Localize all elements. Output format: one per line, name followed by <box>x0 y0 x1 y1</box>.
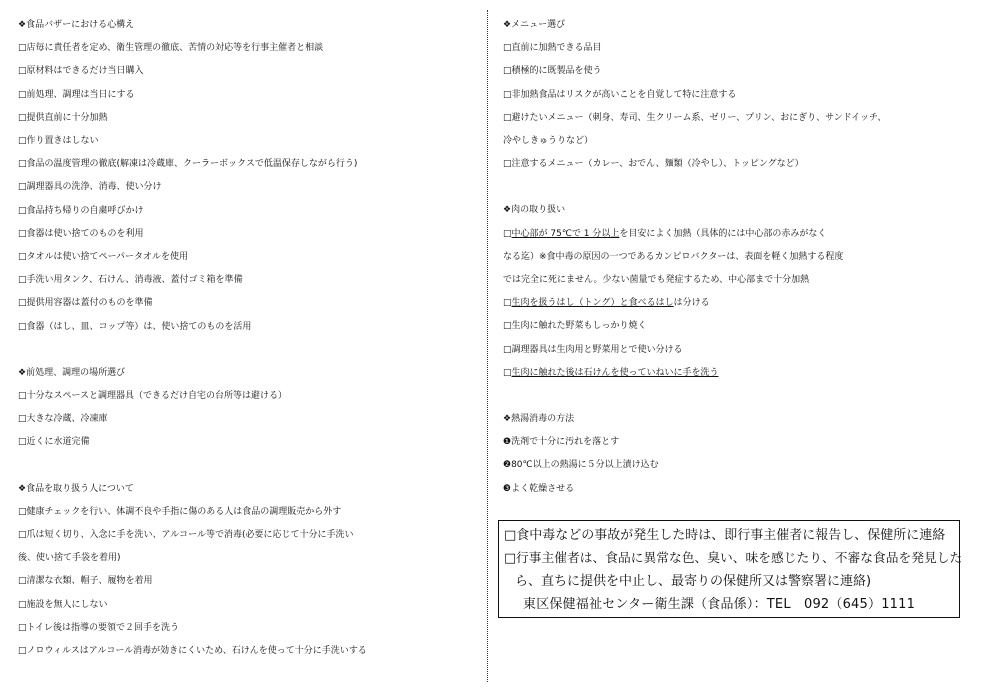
section-prep-location <box>18 362 488 455</box>
list-item: □食器（はし、皿、コップ等）は、使い捨てのものを活用 <box>18 321 252 332</box>
list-item: ❷80℃以上の熱湯に５分以上漬け込む <box>503 460 659 471</box>
section-meat-handling <box>503 199 965 385</box>
emphasis-text: 生肉に触れた後は石けんを使っていねいに手を洗う <box>511 367 719 378</box>
list-item: □トイレ後は指導の要領で２回手を洗う <box>18 622 180 633</box>
list-item: □提供直前に十分加熱 <box>18 112 108 123</box>
list-item: □食器は使い捨てのものを利用 <box>18 228 144 239</box>
list-item: □食品の温度管理の徹底(解凍は冷蔵庫、クーラーボックスで低温保存しながら行う) <box>18 159 358 170</box>
list-item: □健康チェックを行い、体調不良や手指に傷のある人は食品の調理販売から外す <box>18 506 342 517</box>
notice-line: □行事主催者は、食品に異常な色、臭い、味を感じたり、不審な食品を発見した <box>504 551 963 566</box>
list-item: □避けたいメニュー（刺身、寿司、生クリーム系、ゼリー、プリン、おにぎり、サンドイッチ、 <box>503 112 887 123</box>
emphasis-text: 中心部が 75℃で 1 分以上 <box>511 228 620 239</box>
list-item: □十分なスペースと調理器具（できるだけ自宅の台所等は避ける） <box>18 391 288 402</box>
checkbox-glyph: □ <box>503 367 512 378</box>
list-item: 冷やしきゅうりなど） <box>503 136 594 147</box>
list-item: □大きな冷蔵、冷凍庫 <box>18 414 108 425</box>
list-item: □タオルは使い捨てペーパータオルを使用 <box>18 252 189 263</box>
section-heading: ❖メニュー選び <box>503 20 566 30</box>
section-bazaar-mindset <box>18 14 488 339</box>
list-item: □店毎に責任者を定め、衛生管理の徹底、苦情の対応等を行事主催者と相談 <box>18 43 324 54</box>
list-item: □調理器具の洗浄、消毒、使い分け <box>18 182 162 193</box>
list-item <box>503 292 965 315</box>
list-item: □施設を無人にしない <box>18 599 108 610</box>
list-item: □生肉に触れた野菜もしっかり焼く <box>503 321 647 332</box>
list-item: ❸よく乾燥させる <box>503 483 575 494</box>
list-item-continuation: なる迄）※食中毒の原因の一つであるカンピロバクターは、表面を軽く加熱する程度 <box>503 251 844 262</box>
item-text: を目安によく加熱（具体的には中心部の赤みがなく <box>619 228 827 239</box>
emphasis-text: 生肉を扱うはし（トング）と食べるはし <box>511 298 674 309</box>
emergency-notice-box <box>498 520 963 618</box>
left-column <box>18 14 488 686</box>
section-hot-water-sterilization <box>503 408 965 501</box>
list-item: □非加熱食品はリスクが高いことを自覚して特に注意する <box>503 89 737 100</box>
list-item: □近くに水道完備 <box>18 437 90 448</box>
list-item: □ノロウィルスはアルコール消毒が効きにくいため、石けんを使って十分に手洗いする <box>18 646 367 657</box>
checkbox-glyph: □ <box>503 228 512 239</box>
list-item: □積極的に既製品を使う <box>503 66 602 77</box>
list-item <box>503 223 965 246</box>
item-text: は分ける <box>673 298 710 309</box>
section-heading: ❖肉の取り扱い <box>503 205 566 216</box>
list-item <box>503 362 965 385</box>
list-item: 後、使い捨て手袋を着用) <box>18 553 121 564</box>
section-heading: ❖食品を取り扱う人について <box>18 483 134 494</box>
section-menu-selection <box>503 14 965 176</box>
section-heading: ❖前処理、調理の場所選び <box>18 367 126 378</box>
list-item: □原材料はできるだけ当日購入 <box>18 66 144 77</box>
right-column <box>503 14 965 524</box>
list-item: □食品持ち帰りの自粛呼びかけ <box>18 205 144 216</box>
list-item: ❶洗剤で十分に汚れを落とす <box>503 437 620 448</box>
list-item: □作り置きはしない <box>18 136 99 147</box>
list-item: □提供用容器は蓋付のものを準備 <box>18 298 153 309</box>
list-item: □調理器具は生肉用と野菜用とで使い分ける <box>503 344 683 355</box>
list-item: □直前に加熱できる品目 <box>503 43 602 54</box>
list-item: □爪は短く切り、入念に手を洗い、アルコール等で消毒(必要に応じて十分に手洗い <box>18 530 354 541</box>
notice-line: □食中毒などの事故が発生した時は、即行事主催者に報告し、保健所に連絡 <box>504 528 946 543</box>
list-item: □清潔な衣類、帽子、履物を着用 <box>18 576 153 587</box>
section-heading: ❖熱湯消毒の方法 <box>503 414 575 425</box>
section-food-handlers <box>18 478 488 664</box>
contact-info: 東区保健福祉センター衛生課（食品係）：TEL 092（645）1111 <box>523 597 916 612</box>
list-item: □前処理、調理は当日にする <box>18 89 135 100</box>
section-heading: ❖食品バザーにおける心構え <box>18 20 135 30</box>
list-item: □注意するメニュー（カレー、おでん、麺類（冷やし）、トッピングなど） <box>503 159 804 170</box>
list-item: □手洗い用タンク、石けん、消毒液、蓋付ゴミ箱を準備 <box>18 275 243 286</box>
checkbox-glyph: □ <box>503 298 512 309</box>
list-item-continuation: では完全に死にません。少ない菌量でも発症するため、中心部まで十分加熱 <box>503 275 810 286</box>
notice-line: ら、直ちに提供を中止し、最寄りの保健所又は警察署に連絡) <box>515 574 872 589</box>
